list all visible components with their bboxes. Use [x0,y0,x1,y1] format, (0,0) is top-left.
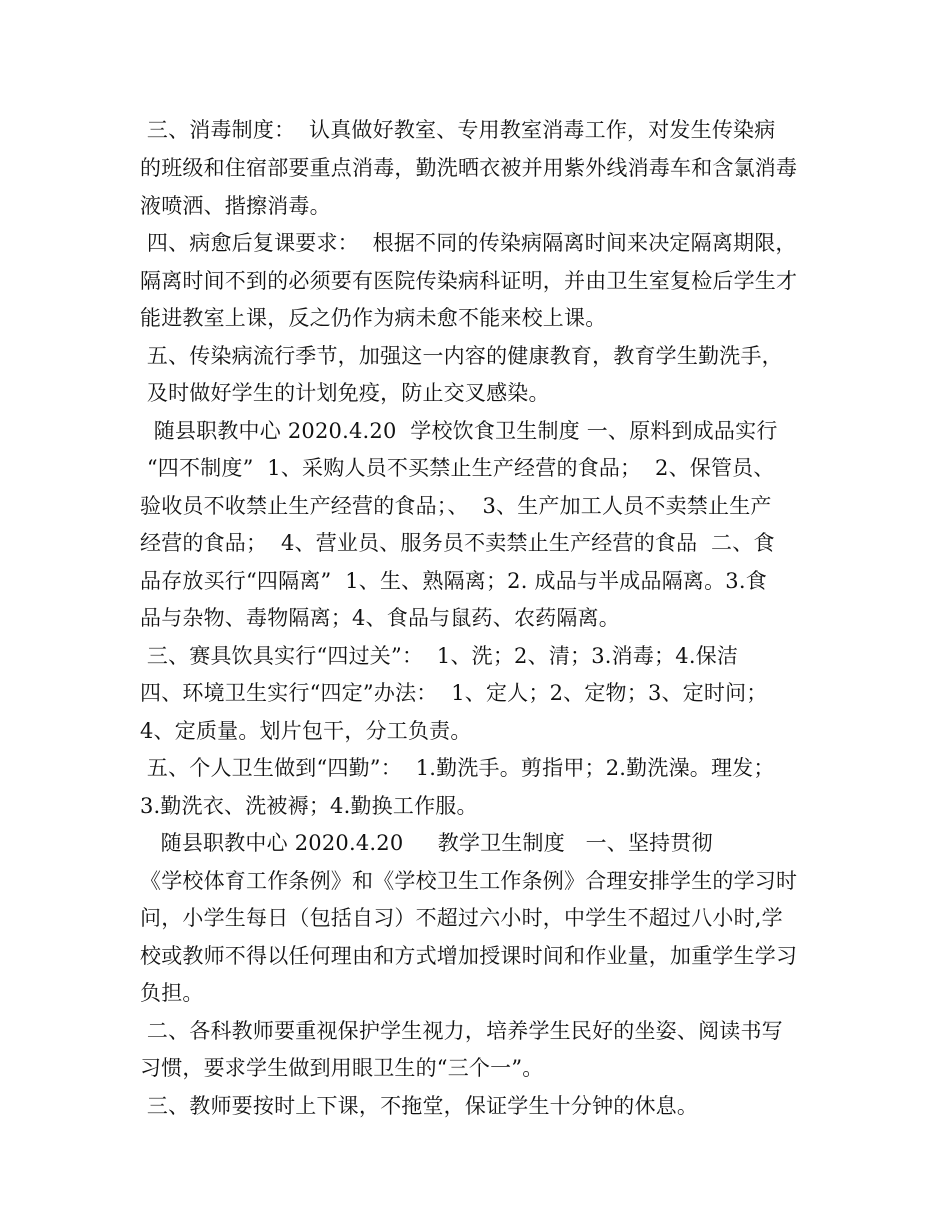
text-line: 负担。 [140,981,204,1005]
text-line: 三、消毒制度： 认真做好教室、专用教室消毒工作，对发生传染病 [140,118,776,142]
text-line: 4、定质量。划片包干，分工负责。 [140,719,472,743]
text-line: 五、传染病流行季节，加强这一内容的健康教育，教育学生勤洗手， [140,344,783,368]
text-line: 校或教师不得以任何理由和方式增加授课时间和作业量，加重学生学习 [140,944,798,968]
text-line: 三、赛具饮具实行“四过关”： 1、洗；2、清；3.消毒；4.保洁 [140,644,739,668]
text-line: 四、病愈后复课要求： 根据不同的传染病隔离时间来决定隔离期限， [140,231,797,255]
text-line: 验收员不收禁止生产经营的食品；、 3、生产加工人员不卖禁止生产 [140,494,772,518]
text-line: 及时做好学生的计划免疫，防止交叉感染。 [140,381,550,405]
text-line: 经营的食品； 4、营业员、服务员不卖禁止生产经营的食品 二、食 [140,531,775,555]
text-line: 3.勤洗衣、洗被褥；4.勤换工作服。 [140,794,478,818]
text-line: 三、教师要按时上下课，不拖堂，保证学生十分钟的休息。 [140,1094,699,1118]
text-line: 《学校体育工作条例》和《学校卫生工作条例》合理安排学生的学习时 [140,869,798,893]
text-line: 随县职教中心 2020.4.20 学校饮食卫生制度 一、原料到成品实行 [140,419,778,443]
text-line: 问，小学生每日（包括自习）不超过六小时，中学生不超过八小时,学 [140,906,783,930]
text-line: 四、环境卫生实行“四定”办法： 1、定人；2、定物；3、定时问； [140,681,768,705]
text-line: 品与杂物、毒物隔离；4、食品与鼠药、农药隔离。 [140,606,620,630]
text-line: 能进教室上课，反之仍作为病未愈不能来校上课。 [140,306,607,330]
text-line: 隔离时间不到的必须要有医院传染病科证明，并由卫生室复检后学生才 [140,269,798,293]
text-line: “四不制度” 1、采购人员不买禁止生产经营的食品； 2、保管员、 [140,456,775,480]
text-line: 二、各科教师要重视保护学生视力，培养学生民好的坐姿、阅读书写 [140,1019,783,1043]
text-line: 随县职教中心 2020.4.20 教学卫生制度 一、坚持贯彻 [140,831,713,855]
text-line: 的班级和住宿部要重点消毒，勤洗晒衣被并用紫外线消毒车和含氯消毒 [140,156,798,180]
text-line: 习惯，要求学生做到用眼卫生的“三个一”。 [140,1056,544,1080]
text-line: 液喷洒、揩擦消毒。 [140,194,331,218]
text-line: 五、个人卫生做到“四勤”： 1.勤洗手。剪指甲；2.勤洗澡。理发； [140,756,775,780]
text-line: 品存放买行“四隔离” 1、生、熟隔离；2. 成品与半成品隔离。3.食 [140,569,767,593]
